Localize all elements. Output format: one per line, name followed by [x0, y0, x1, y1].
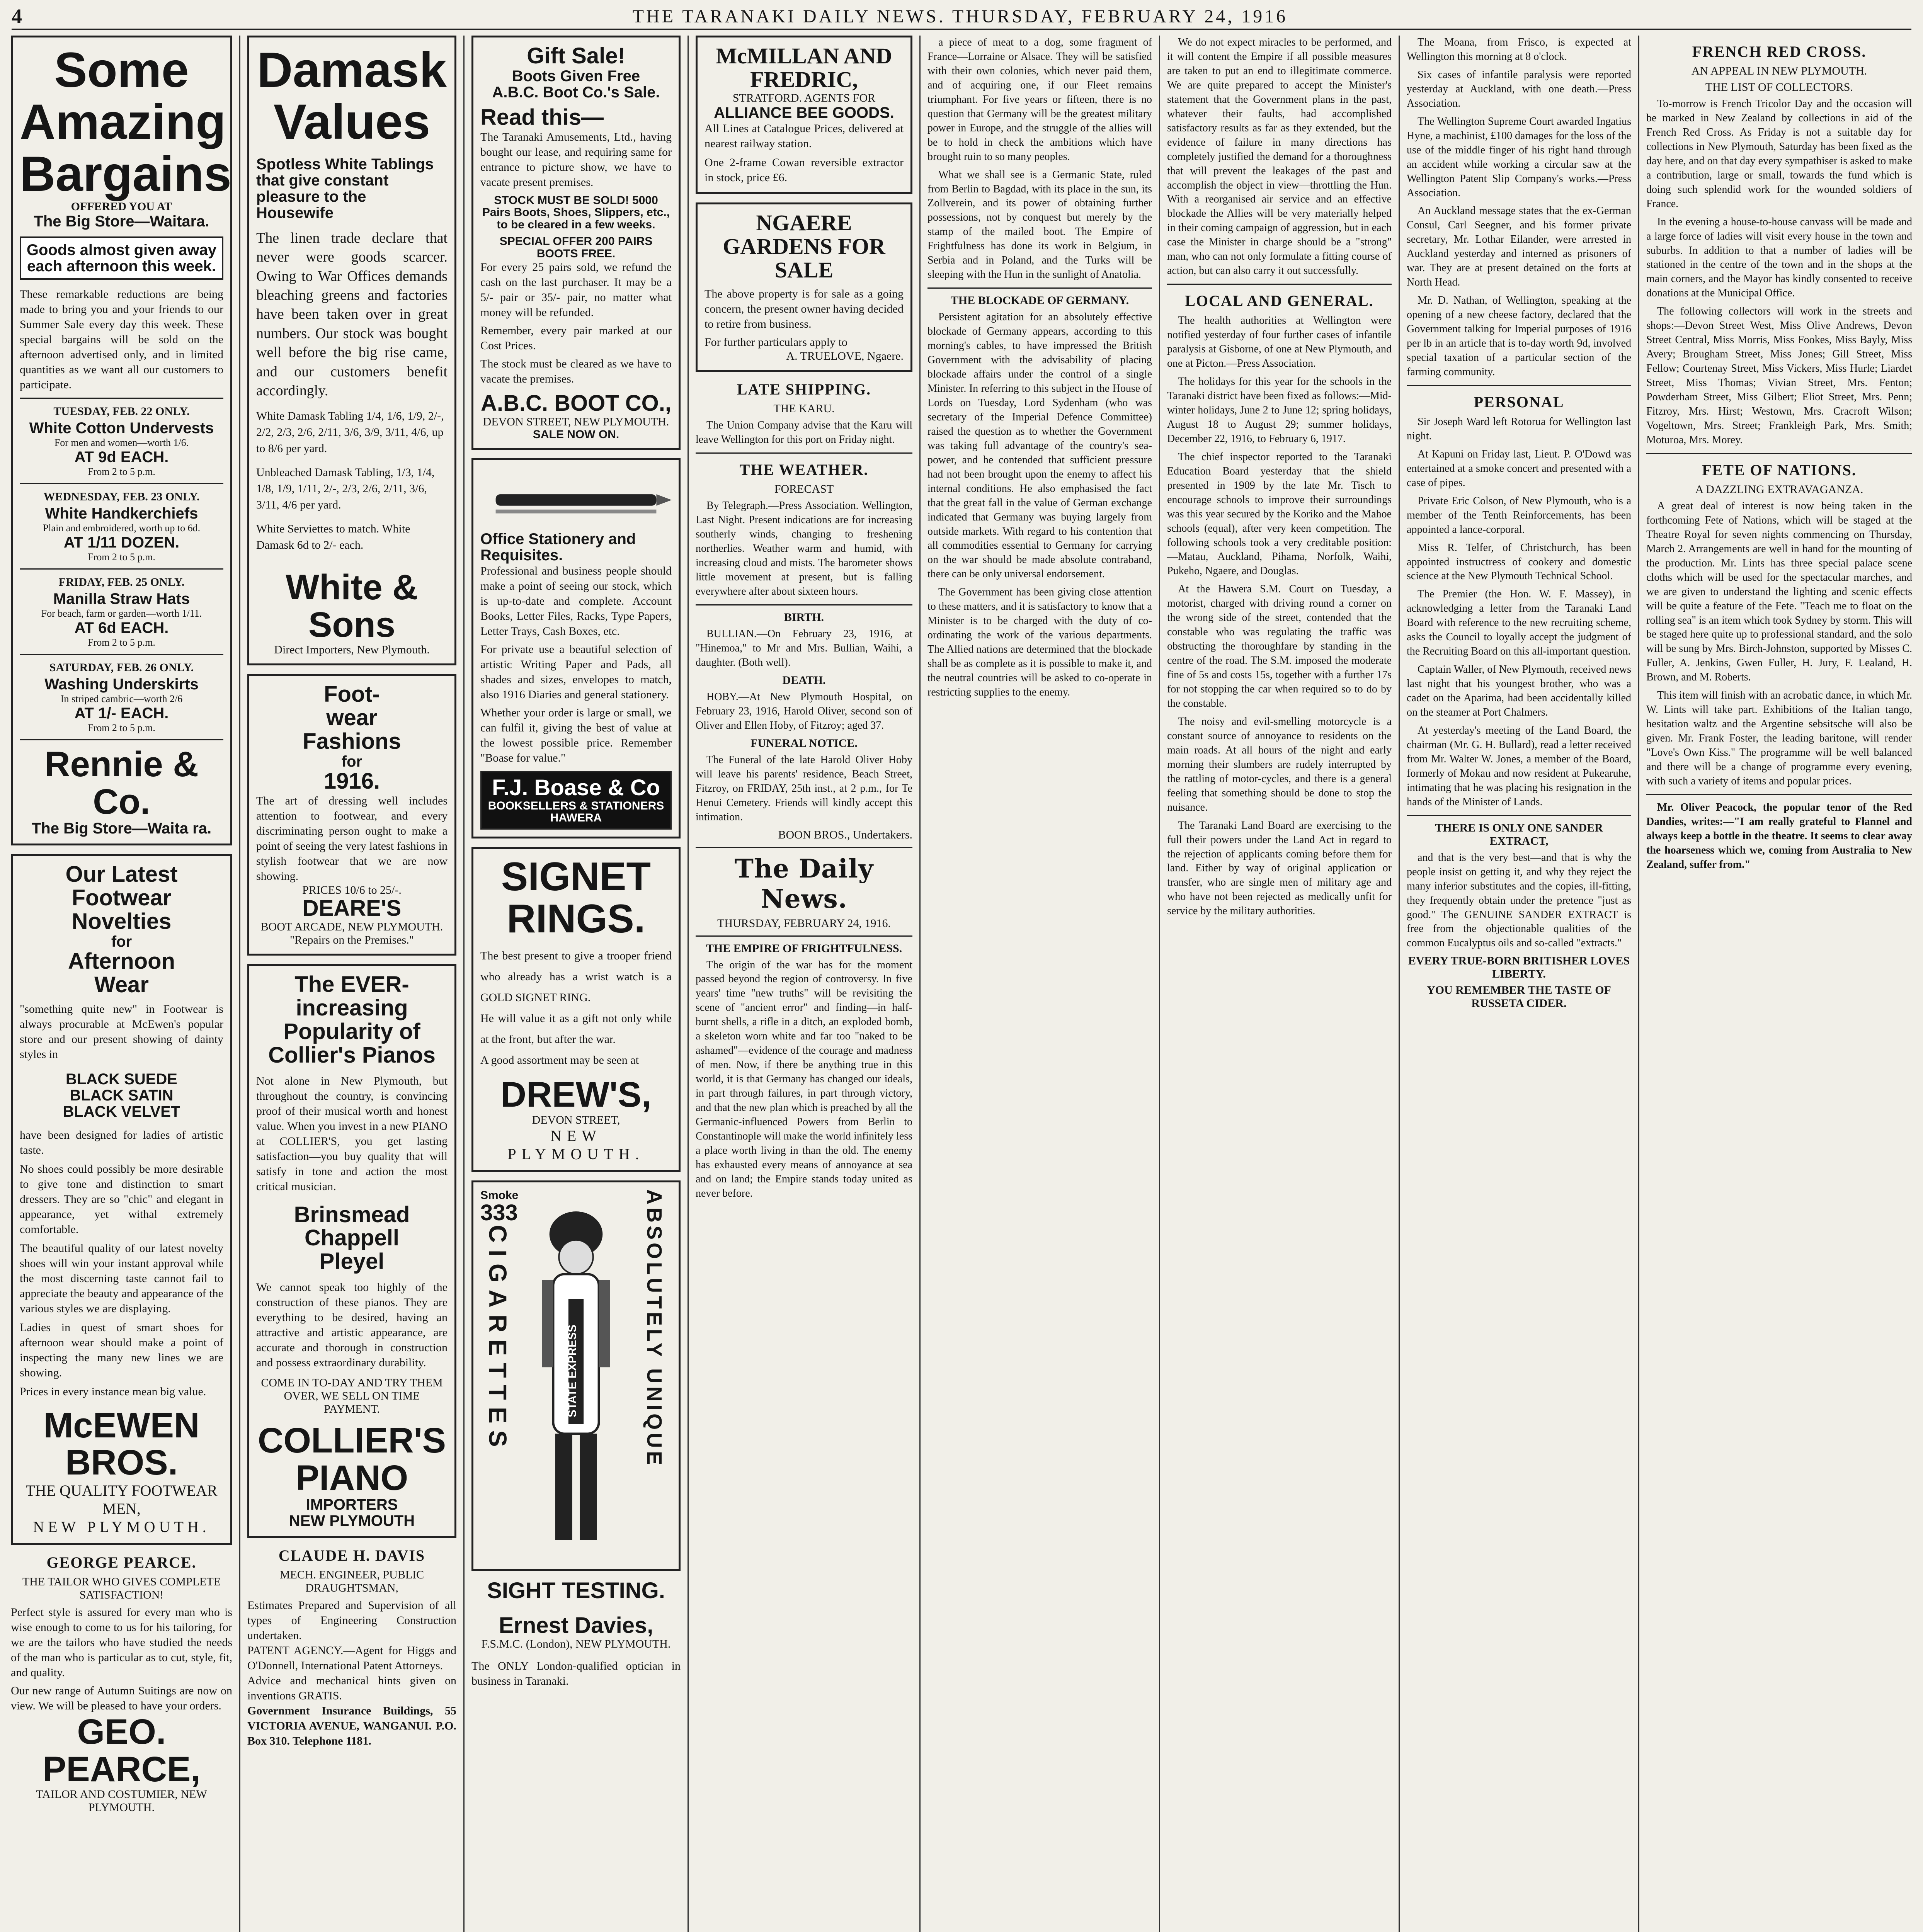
- local-para: The health authorities at Wellington were notified yesterday of four further cases of infantile paralysis at Gisborne, of one at New Plymouth, and one at Picton.—Press Association.: [1167, 315, 1392, 370]
- rennie-sub: The Big Store—Waita ra.: [31, 820, 212, 837]
- footwear-head-3: for: [111, 933, 132, 951]
- sanders-head: THERE IS ONLY ONE SANDER EXTRACT,: [1435, 821, 1603, 847]
- signet-head: SIGNET RINGS.: [501, 854, 651, 941]
- damask-item: White Damask Tabling 1/4, 1/6, 1/9, 2/-, 2/2, 2/3, 2/6, 2/11, 3/6, 3/9, 3/11, 4/6, up to 8/6 per yard.: [256, 410, 444, 455]
- fete-head: FETE OF NATIONS.: [1702, 461, 1857, 479]
- ngaere-text: The above property is for sale as a going concern, the present owner having decided to retire from business.: [705, 287, 904, 331]
- soldier-illustration-icon: [519, 1189, 633, 1560]
- ngaere-ad: [696, 202, 912, 372]
- signet-text: A good assortment may be seen at: [480, 1053, 639, 1066]
- pearce-ad: [11, 1553, 232, 1814]
- state-express-label: STATE EXPRESS: [566, 1324, 579, 1417]
- shoe-line: BLACK SATIN: [70, 1087, 174, 1104]
- red-cross-text: The following collectors will work in the streets and shops:—Devon Street West, Miss Olive Andrews, Devon Street Central, Miss Morris, Miss Fookes, Miss Bayly, Miss Avery; Brougham Street, Miss Jones; Gill Street, Miss Fellow; Courtenay Street, Miss Vickers, Miss Hurle; Liardet Street, Miss Thomas; Vivian Street, Mrs. Fenton; Powderham Street, Miss Gilbert; Eliot Street, Mrs. Penn; Fitzroy, Mrs. Hirst; Westown, Mrs. Cracroft Wilson; Vogeltown, Mrs. Street; Frankleigh Park, Mrs. Smith; Moturoa, Mrs. Morey.: [1646, 305, 1912, 446]
- mcmillan-sub: STRATFORD. AGENTS FOR: [732, 91, 876, 104]
- sale-item-1: [20, 405, 223, 478]
- sale-item-name: White Cotton Undervests: [29, 420, 214, 437]
- footwear-fashions-1: Foot-: [324, 682, 380, 707]
- death-head: DEATH.: [782, 673, 826, 687]
- abc-sale: A.B.C. Boot Co.'s Sale.: [492, 83, 660, 101]
- news-para: The Moana, from Frisco, is expected at Wellington this morning at 8 o'clock.: [1407, 36, 1631, 63]
- davis-text: Estimates Prepared and Supervision of all types of Engineering Construction undertaken.: [247, 1599, 456, 1642]
- news-para: Six cases of infantile paralysis were reported yesterday at Auckland, with one death.—Press Association.: [1407, 68, 1631, 109]
- white-sons-sub: Direct Importers, New Plymouth.: [274, 643, 430, 656]
- footwear-text: No shoes could possibly be more desirable to give tone and distinction to smart dressers. They are so "chic" and elegant in appearance, yet withal extremely comfortable.: [20, 1162, 223, 1236]
- drew-address: DEVON STREET,: [532, 1113, 620, 1126]
- banner: Goods almost given away each afternoon this week.: [20, 236, 223, 280]
- weather-head: THE WEATHER.: [739, 461, 869, 479]
- personal-para: Private Eric Colson, of New Plymouth, who is a member of the Tenth Reinforcements, has been appointed a lance-corporal.: [1407, 495, 1631, 536]
- damask-ad: [247, 36, 456, 665]
- ngaere-head: NGAERE GARDENS FOR SALE: [723, 210, 885, 282]
- brand-pleyel: Pleyel: [319, 1249, 385, 1274]
- undertakers: BOON BROS., Undertakers.: [778, 828, 912, 841]
- peacock-text: Mr. Oliver Peacock, the popular tenor of the Red Dandies, writes:—"I am really grateful to Flannel and always keep a bottle in the theatre. It seems to clear away the hoarseness which we, coming from Australia to New Zealand, suffer from.": [1646, 801, 1912, 871]
- personal-para: Miss R. Telfer, of Christchurch, has been appointed instructress of cookery and domestic science at the New Plymouth Technical School.: [1407, 541, 1631, 582]
- local-general-head: LOCAL AND GENERAL.: [1185, 292, 1374, 310]
- collier-importers: IMPORTERS: [306, 1496, 398, 1514]
- birth-head: BIRTH.: [784, 611, 824, 624]
- page-number: 4: [12, 5, 24, 28]
- local-para: The Taranaki Land Board are exercising to the full their powers under the Land Act in regard to the rejection of applicants coming before them for land. Either by way of original application or transfer, who are single men of military age and who have not been rejected as medically unfit for service by the military authorities.: [1167, 819, 1392, 917]
- sale-price: AT 6d EACH.: [74, 619, 169, 637]
- karu-text: The Union Company advise that the Karu will leave Wellington for this port on Friday night.: [696, 419, 912, 446]
- editorial-text: What we shall see is a Germanic State, ruled from Berlin to Bagdad, with its place in the sun, its Zollverein, and its power of obtaining further possessions, not by conquest but merely by the stamp of the mailed boot. The Empire of Frightfulness has done its work in Belgium, in Serbia and in Poland, and the Turks will be sleeping with the Hun in the sunlight of Anatolia.: [927, 168, 1152, 281]
- deare-note: "Repairs on the Premises.": [289, 933, 414, 946]
- personal-para: Captain Waller, of New Plymouth, received news last night that his youngest brother, who was a cadet on the Aparima, had been accidentally killed on the steamer at Port Chalmers.: [1407, 663, 1631, 719]
- local-para: At the Hawera S.M. Court on Tuesday, a motorist, charged with driving round a corner on the wrong side of the street, contended that the constable who was regulating the traffic was obstructing the thoroughfare by standing in the centre of the road. The S.M. imposed the moderate fine of 5s and costs 15s, together with a further 17s for not stopping the car when required so to do by the constable.: [1167, 583, 1392, 709]
- brand-chappell: Chappell: [305, 1225, 399, 1251]
- sight-testing: SIGHT TESTING.: [487, 1578, 665, 1603]
- mcmillan-ad: [696, 36, 912, 194]
- sale-item-name: Manilla Straw Hats: [53, 590, 190, 608]
- absolutely-unique: ABSOLUTELY UNIQUE: [643, 1189, 666, 1468]
- collier-text: Not alone in New Plymouth, but throughout the country, is convincing proof of their musical worth and honest value. When you invest in a new PIANO at COLLIER'S, you get lasting satisfaction—you buy quality that will satisfy in tone and action the most critical musician.: [256, 1074, 448, 1193]
- big-store-ad: [11, 36, 232, 845]
- sale-price: AT 9d EACH.: [74, 449, 169, 466]
- cigarette-right: [637, 1189, 672, 1562]
- sale-time: From 2 to 5 p.m.: [88, 637, 155, 648]
- damask-sub: Spotless White Tablings that give constant pleasure to the Housewife: [256, 155, 434, 221]
- forecast-text: By Telegraph.—Press Association. Wellington, Last Night. Present indications are for increasing southerly winds, changing to freshening northerlies. Weather warm and humid, with increasing cloud and mists. The barometer shows little movement at present, but is falling everywhere after about sixteen hours.: [696, 500, 912, 598]
- editorial-date: THURSDAY, FEBRUARY 24, 1916.: [717, 917, 891, 930]
- fete-text: A great deal of interest is now being taken in the forthcoming Fete of Nations, which will be staged at the Theatre Royal for seven nights commencing on Thursday, March 2. Arrangements are well in hand for the mounting of the production. Mr. Lints has three special palace scene cloths which will be used for the spectacular marches, and we are given to understand the lighting and scenic effects will be quite a feature of the Fete. "Teach me to float on the rolling sea" is an item which took Sydney by storm. This will be staged here quite up to professional standard, and the solo will be sung by Mrs. Birch-Johnston, supported by Misses C. Fuller, A. Jenkins, Gwen Fuller, H. Jury, F. Lealand, H. Brown, and M. Roberts.: [1646, 500, 1912, 684]
- collier-town: NEW PLYMOUTH: [289, 1512, 415, 1530]
- sale-desc: For men and women—worth 1/6.: [54, 437, 189, 449]
- local-para: The chief inspector reported to the Taranaki Education Board yesterday that the shield presented in 1909 by the late Mr. Tisch to encourage schools to improve their surroundings was this year secured by the Koriko and the Mahoe schools (equal), after very keen competition. The following schools took a very creditable position:—Matau, Auckland, Pihama, Norfolk, Waihi, Pukeho, Ngaere, and Douglas.: [1167, 451, 1392, 577]
- forecast-head: FORECAST: [774, 483, 834, 496]
- footwear-head-5: Wear: [94, 972, 149, 997]
- office-text: For private use a beautiful selection of artistic Writing Paper and Pads, all shades and sizes, envelopes to match, also 1916 Diaries and general stationery.: [480, 643, 672, 701]
- sale-day: TUESDAY, FEB. 22 ONLY.: [53, 405, 190, 418]
- sale-item-4: [20, 661, 223, 734]
- ngaere-text: For further particulars apply to: [705, 336, 847, 349]
- column-1: [4, 36, 240, 1932]
- sale-desc: For beach, farm or garden—worth 1/11.: [41, 608, 202, 619]
- pearce-text: Perfect style is assured for every man who is wise enough to come to us for his tailoring, for we are the tailors who have studied the needs of the man who is particular as to cut, style, fit, and quality.: [11, 1606, 232, 1679]
- abc-stock: STOCK MUST BE SOLD! 5000 Pairs Boots, Shoes, Slippers, etc., to be cleared in a few weeks.: [482, 194, 670, 231]
- collectors-sub: THE LIST OF COLLECTORS.: [1705, 81, 1853, 94]
- sanders-tag: EVERY TRUE-BORN BRITISHER LOVES LIBERTY.: [1408, 954, 1630, 981]
- sale-item-name: Washing Underskirts: [44, 676, 199, 693]
- damask-item: Unbleached Damask Tabling, 1/3, 1/4, 1/8, 1/9, 1/11, 2/-, 2/3, 2/6, 2/11, 3/6, 3/11, 4/6 per yard.: [256, 466, 435, 512]
- values-headline: Values: [273, 94, 431, 150]
- death-text: HOBY.—At New Plymouth Hospital, on February 23, 1916, Harold Oliver, second son of Oliver and Ellen Hoby, of Fitzroy; aged 37.: [696, 690, 912, 731]
- appeal-sub: AN APPEAL IN NEW PLYMOUTH.: [1691, 65, 1867, 77]
- red-cross-text: To-morrow is French Tricolor Day and the occasion will be marked in New Zealand by collections in aid of the French Red Cross. As Friday is not a suitable day for collections in New Plymouth, Saturday has been fixed as the day here, and on that day every sympathiser is asked to make a contribution, large or small, towards the fund which is doing such splendid work for the wounded soldiers of France.: [1646, 98, 1912, 210]
- headline-amazing: Amazing: [20, 94, 226, 150]
- state-express-ad: [471, 1180, 681, 1571]
- smoke-label: Smoke: [480, 1189, 519, 1202]
- mcmillan-name: McMILLAN AND FREDRIC,: [716, 43, 892, 92]
- sale-desc: In striped cambric—worth 2/6: [60, 693, 183, 705]
- sale-item-name: White Handkerchiefs: [45, 505, 198, 522]
- abc-text: Remember, every pair marked at our Cost Prices.: [480, 324, 672, 352]
- davies-ad: [471, 1579, 681, 1689]
- collier-text: We cannot speak too highly of the construction of these pianos. They are everything to be desired, having an attractive and artistic appearance, are accurate and thorough in construction and possess extraordinary durability.: [256, 1281, 448, 1369]
- deare-text: The art of dressing well includes attention to footwear, and every discriminating person ought to make a point of seeing the very latest fashions in stylish footwear that we are now showing.: [256, 794, 448, 883]
- red-cross-text: In the evening a house-to-house canvass will be made and a large force of ladies will visit every house in the town and suburbs. In addition to that a number of ladies will be stationed in the centre of the town and in the shops at the main corners, and the Mayor has kindly consented to receive donations at the Municipal Office.: [1646, 216, 1912, 299]
- drew-name: DREW'S,: [500, 1075, 652, 1114]
- pearce-signature: GEO. PEARCE,: [43, 1712, 201, 1789]
- alliance-head: ALLIANCE BEE GOODS.: [714, 104, 894, 121]
- personal-para: Sir Joseph Ward left Rotorua for Wellington last night.: [1407, 415, 1631, 442]
- lead-text: The origin of the war has for the moment passed beyond the region of controversy. In five years' time "new truths" will be revisiting the scene of "ancient error" and finding—in half-burnt shells, a rifle in a ditch, an exploded bomb, a skeleton worn white and far too "naked to be ashamed"—evidence of the courage and madness of men. Now, if there be anything true in this world, it is that Germany has changed our ideals, in part through failures, in part through victory, and that the new plan which is preached by all the Germanic-influenced Powers from Berlin to Constantinople will make the world infinitely less a place worth living in than the old. The enemy has exhausted every means of annoyance at sea and on land; the Empire stands today united as never before.: [696, 959, 912, 1199]
- pearce-role: TAILOR AND COSTUMIER, NEW PLYMOUTH.: [36, 1788, 207, 1814]
- sale-price: AT 1/- EACH.: [74, 705, 169, 722]
- sale-price: AT 1/11 DOZEN.: [63, 534, 180, 551]
- local-para: The noisy and evil-smelling motorcycle is a constant source of annoyance to residents on the main roads. At all hours of the night and early morning their slumbers are rudely interrupted by the rattling of motor-cycles, and there is a general feeling that something should be done to stop the nuisance.: [1167, 715, 1392, 813]
- cider-head: YOU REMEMBER THE TASTE OF RUSSETA CIDER.: [1427, 984, 1611, 1010]
- abc-name: A.B.C. BOOT CO.,: [481, 391, 671, 416]
- alliance-text: One 2-frame Cowan reversible extractor in stock, price £6.: [705, 156, 904, 184]
- davis-ad: [247, 1546, 456, 1748]
- pearce-text: Our new range of Autumn Suitings are now on view. We will be pleased to have your orders.: [11, 1684, 232, 1712]
- abc-text: For every 25 pairs sold, we refund the cash on the last purchaser. It may be a 5/- pair or 35/- pair, no matter what money will be refunded.: [480, 261, 672, 319]
- footwear-text: Prices in every instance mean big value.: [20, 1385, 206, 1398]
- signet-text: He will value it as a gift not only while at the front, but after the war.: [480, 1012, 672, 1046]
- gift-sale-head: Gift Sale!: [527, 43, 625, 68]
- collier-piano: PIANO: [295, 1458, 408, 1498]
- late-shipping-head: LATE SHIPPING.: [737, 381, 871, 398]
- abc-boot-ad: [471, 36, 681, 450]
- sale-time: From 2 to 5 p.m.: [88, 551, 155, 563]
- damask-text: The linen trade declare that never were goods scarcer. Owing to War Offices demands bleaching greens and factories have been taken over in great numbers. Our stock was bought well before the big rise came, and our customers benefit accordingly.: [256, 230, 448, 399]
- sale-day: SATURDAY, FEB. 26 ONLY.: [49, 661, 194, 674]
- drew-ad: [471, 847, 681, 1172]
- mcewen-ad: [11, 854, 232, 1545]
- news-para: The Wellington Supreme Court awarded Ingatius Hyne, a machinist, £100 damages for the loss of the use of the middle finger of his right hand through an accident while working a circular saw at the Wellington Patent Slip Company's works.—Press Association.: [1407, 115, 1631, 199]
- gift-sale-sub: Boots Given Free: [512, 67, 640, 85]
- rennie-logo: Rennie & Co.: [44, 745, 199, 821]
- footwear-fashions-4: for: [341, 753, 362, 770]
- sale-item-3: [20, 576, 223, 648]
- sale-day: WEDNESDAY, FEB. 23 ONLY.: [43, 490, 200, 503]
- column-3: [465, 36, 689, 1932]
- damask-item: White Serviettes to match. White Damask 6d to 2/- each.: [256, 522, 410, 552]
- davies-name: Ernest Davies,: [499, 1613, 653, 1638]
- davis-text: PATENT AGENCY.—Agent for Higgs and O'Donnell, International Patent Attorneys.: [247, 1644, 456, 1672]
- abc-offer: SPECIAL OFFER 200 PAIRS BOOTS FREE.: [499, 235, 653, 260]
- footwear-text: have been designed for ladies of artistic taste.: [20, 1128, 223, 1156]
- brand-brinsmead: Brinsmead: [294, 1202, 410, 1227]
- footwear-fashions-5: 1916.: [323, 769, 380, 794]
- boase-sub: BOOKSELLERS & STATIONERS: [488, 799, 664, 812]
- store-name: The Big Store—Waitara.: [34, 213, 209, 230]
- column-7: [1400, 36, 1639, 1932]
- editorial-text: We do not expect miracles to be performed, and it will content the Empire if all possible measures are taken to put an end to illegitimate commerce. We are quite prepared to accept the Minister's statement that the Government plans in the past, whatever their faults, had accomplished satisfactory results as far as they extended, but the evidence of failure in many directions has completely justified the demand for a thoroughness that will prevent the leakages of the past and accomplish the object in view—throttling the Hun. With a reorganised air service and an effective blockade the Allies will be very materially helped in their coming campaign of aggression, but in each case the Minister in charge should be a "strong" man, who can not only formulate a fitting course of action, but can also carry it out successfully.: [1167, 36, 1392, 277]
- deare-ad: [247, 674, 456, 955]
- column-8: [1639, 36, 1919, 1932]
- deare-name: DEARE'S: [302, 896, 402, 921]
- footwear-fashions-3: Fashions: [303, 729, 401, 754]
- collier-head: The EVER-increasing Popularity of Collier's Pianos: [268, 971, 436, 1068]
- cigarette-left: [480, 1189, 519, 1562]
- shoe-line: BLACK VELVET: [63, 1103, 180, 1120]
- mcewen-town: NEW PLYMOUTH.: [33, 1518, 210, 1536]
- davis-sub: MECH. ENGINEER, PUBLIC DRAUGHTSMAN,: [279, 1568, 424, 1595]
- personal-para: At yesterday's meeting of the Land Board, the chairman (Mr. G. H. Bullard), read a letter received from Mr. Walter W. Jones, a member of the Board, formerly of Mokau and now resident at Pukearuhe, intimating that he was placing his resignation in the hands of the Minister of Lands.: [1407, 724, 1631, 808]
- intro-text: These remarkable reductions are being made to bring you and your friends to our Summer Sale every day this week. These special bargains will be sold on the afternoon advertised only, and in limited quantities as we want all our customers to participate.: [20, 288, 223, 391]
- ngaere-name: A. TRUELOVE, Ngaere.: [786, 350, 904, 363]
- headline-some: Some: [54, 43, 189, 98]
- footwear-head-2: Footwear Novelties: [71, 885, 172, 934]
- shoe-line: BLACK SUEDE: [66, 1070, 177, 1088]
- blockade-head: THE BLOCKADE OF GERMANY.: [950, 294, 1129, 307]
- davis-name: CLAUDE H. DAVIS: [278, 1547, 425, 1565]
- brand-number: 333: [480, 1200, 518, 1226]
- collier-call: COME IN TO-DAY AND TRY THEM OVER, WE SELL ON TIME PAYMENT.: [261, 1376, 443, 1416]
- white-sons-logo: White & Sons: [286, 568, 418, 645]
- davis-address: Government Insurance Buildings, 55 VICTORIA AVENUE, WANGANUI. P.O. Box 310. Telephone 1181.: [247, 1704, 456, 1748]
- sanders-text: and that is the very best—and that is why the people insist on getting it, and why they reject the many inferior substitutes and the copies, ill-fitting, they frequently obtain under the pretence "just as good." The GENUINE SANDER EXTRACT is free from the objectionable qualities of the common Eucalyptus oils and so-called "extracts.": [1407, 851, 1631, 949]
- drew-town: NEW PLYMOUTH.: [507, 1127, 645, 1163]
- red-cross-head: FRENCH RED CROSS.: [1692, 43, 1867, 60]
- pearce-sub: THE TAILOR WHO GIVES COMPLETE SATISFACTION!: [22, 1575, 221, 1601]
- pen-icon: [480, 467, 672, 529]
- collier-name: COLLIER'S: [258, 1421, 446, 1461]
- birth-text: BULLIAN.—On February 23, 1916, at "Hinemoa," to Mr and Mrs. Bullian, Waihi, a daughter. (Both well).: [696, 628, 912, 668]
- boase-town: HAWERA: [550, 811, 602, 825]
- fete-text: This item will finish with an acrobatic dance, in which Mr. W. Lints will take part. Exhibitions of the Italian tango, hesitation waltz and the Argentine sebsitsche will also be given. Mr. Frank Foster, the leading baritone, will render "Love's Own Kiss." The programme will be well balanced and there will be a change of programme every evening, with such a variety of items and popular prices.: [1646, 689, 1912, 787]
- footwear-head-4: Afternoon: [68, 949, 175, 974]
- collier-ad: [247, 964, 456, 1538]
- footwear-text: "something quite new" in Footwear is always procurable at McEwen's popular store and our present showing of dainty styles in: [20, 1002, 223, 1061]
- lead-title: THE EMPIRE OF FRIGHTFULNESS.: [706, 942, 902, 955]
- boase-logo: [480, 771, 672, 830]
- sale-item-2: [20, 490, 223, 563]
- footwear-head-1: Our Latest: [65, 862, 178, 887]
- personal-para: At Kapuni on Friday last, Lieut. P. O'Dowd was entertained at a smoke concert and presented with a case of pipes.: [1407, 448, 1631, 489]
- editorial-masthead: The Daily News.: [734, 853, 874, 914]
- personal-para: The Premier (the Hon. W. F. Massey), in acknowledging a letter from the Taranaki Land Board with reference to the new recruiting scheme, asks the Council to loyally accept the judgment of the Recruiting Board on this all-important question.: [1407, 588, 1631, 658]
- signet-text: The best present to give a trooper friend who already has a wrist watch is a GOLD SIGNET RING.: [480, 949, 672, 1004]
- funeral-text: The Funeral of the late Harold Oliver Hoby will leave his parents' residence, Beach Street, Fitzroy, on FRIDAY, 25th inst., at 2 p.m., for Te Henui Cemetery. Friends will kindly accept this intimation.: [696, 753, 912, 823]
- blockade-text: The Government has been giving close attention to these matters, and it is satisfactory to know that a Minister is to be charged with the duty of co-ordinating the work of the various departments. The Allied nations are determined that the blockade shall be as complete as it is possible to make it, and the neutral countries will be asked to co-operate in restricting supplies to the enemy.: [927, 586, 1152, 698]
- personal-head: PERSONAL: [1474, 393, 1564, 411]
- sale-day: FRIDAY, FEB. 25 ONLY.: [58, 576, 185, 589]
- headline-bargains: Bargains: [20, 146, 231, 202]
- damask-headline: Damask: [257, 43, 447, 98]
- masthead: [12, 4, 1911, 30]
- office-text: Whether your order is large or small, we can fulfil it, giving the best of value at the lowest possible price. Remember "Boase for value.": [480, 706, 672, 764]
- editorial-text: a piece of meat to a dog, some fragment of France—Lorraine or Alsace. They will be satisfied with their own colonies, which never paid them, and of acquiring one, if our Fleet remains triumphant. For five years or fifteen, there is no question that Germany will be the greatest military power in Europe, and the struggle of the allies will be to hold in check the ambitions which have brought ruin to so many peoples.: [927, 36, 1152, 163]
- news-para: An Auckland message states that the ex-German Consul, Carl Seegner, and his former private secretary, Mr. Lothar Eilander, were arrested in Auckland yesterday and interned as prisoners of war. They are at present detained on the forts at North Head.: [1407, 205, 1631, 289]
- funeral-head: FUNERAL NOTICE.: [750, 736, 858, 750]
- abc-text: The Taranaki Amusements, Ltd., having bought our lease, and requiring same for entrance to picture show, we have to vacate present premises.: [480, 130, 672, 189]
- offered-label: OFFERED YOU AT: [71, 200, 172, 213]
- alliance-text: All Lines at Catalogue Prices, delivered at nearest railway station.: [705, 122, 904, 150]
- cigarettes-word: CIGARETTES: [484, 1225, 512, 1454]
- davies-text: The ONLY London-qualified optician in business in Taranaki.: [471, 1660, 681, 1688]
- blockade-text: Persistent agitation for an absolutely effective blockade of Germany appears, according to this morning's cables, to have impressed the British Government with the advisability of placing blockade affairs under the control of a single Minister. In referring to this subject in the House of Lords on Tuesday, Lord Sydenham (who was secretary of the Imperial Defence Committee) raised the question as to whether the Government was taking full advantage of the country's sea-power, and he contended that sufficient pressure had not been brought upon the enemy to affect his internal conditions. He also emphasised the fact that the great fall in the value of German exchange indicated that Germany was buying largely from outside markets. With regard to his contention that all commodities essential to Germany for carrying on the war should be made absolute contraband, there can be only universal endorsement.: [927, 311, 1152, 580]
- fete-sub: A DAZZLING EXTRAVAGANZA.: [1695, 483, 1863, 496]
- mcewen-sub: THE QUALITY FOOTWEAR MEN,: [26, 1482, 218, 1517]
- column-2: [240, 36, 465, 1932]
- deare-prices: PRICES 10/6 to 25/-.: [302, 884, 402, 897]
- abc-sale-now: SALE NOW ON.: [533, 428, 619, 441]
- column-6: [1160, 36, 1400, 1932]
- davis-text: Advice and mechanical hints given on inventions GRATIS.: [247, 1674, 456, 1702]
- local-para: The holidays for this year for the schools in the Taranaki district have been fixed as follows:—Mid-winter holidays, June 2 to June 12; spring holidays, August 18 to August 29; summer holidays, December 22, 1916, to February 6, 1917.: [1167, 376, 1392, 445]
- column-5: [921, 36, 1160, 1932]
- sale-time: From 2 to 5 p.m.: [88, 722, 155, 734]
- davies-sub: F.S.M.C. (London), NEW PLYMOUTH.: [481, 1638, 671, 1651]
- pearce-head: GEORGE PEARCE.: [46, 1554, 197, 1571]
- masthead-title: THE TARANAKI DAILY NEWS. THURSDAY, FEBRUARY 24, 1916: [632, 6, 1288, 27]
- footwear-text: The beautiful quality of our latest novelty shoes will win your instant approval while the most discerning taste cannot fail to appreciate the beauty and appearance of the various styles we are displaying.: [20, 1242, 223, 1315]
- boase-ad: [471, 458, 681, 838]
- footwear-text: Ladies in quest of smart shoes for afternoon wear should make a point of inspecting the many new lines we are showing.: [20, 1321, 223, 1379]
- mcewen-name: McEWEN BROS.: [43, 1405, 200, 1483]
- news-para: Mr. D. Nathan, of Wellington, speaking at the opening of a new cheese factory, declared that the Government talking for Imperial purposes of 1916 per lb in an article that is to-day worth 9d, involved special taxation of a particular section of the farming community.: [1407, 294, 1631, 378]
- abc-address: DEVON STREET, NEW PLYMOUTH.: [483, 415, 669, 429]
- abc-text: The stock must be cleared as we have to vacate the premises.: [480, 357, 672, 386]
- boase-name: F.J. Boase & Co: [492, 775, 660, 800]
- office-text: Professional and business people should make a point of seeing our stock, which is up-to-date and complete. Account Books, Letter Files, Racks, Type Papers, Letter Trays, Cash Boxes, etc.: [480, 564, 672, 638]
- read-this: Read this—: [480, 104, 604, 130]
- deare-sub: BOOT ARCADE, NEW PLYMOUTH.: [260, 920, 443, 933]
- office-head: Office Stationery and Requisites.: [480, 530, 636, 564]
- sale-desc: Plain and embroidered, worth up to 6d.: [43, 522, 201, 534]
- karu-head: THE KARU.: [773, 402, 835, 415]
- footwear-fashions-2: wear: [326, 705, 378, 731]
- sale-time: From 2 to 5 p.m.: [88, 466, 155, 478]
- column-4: [689, 36, 921, 1932]
